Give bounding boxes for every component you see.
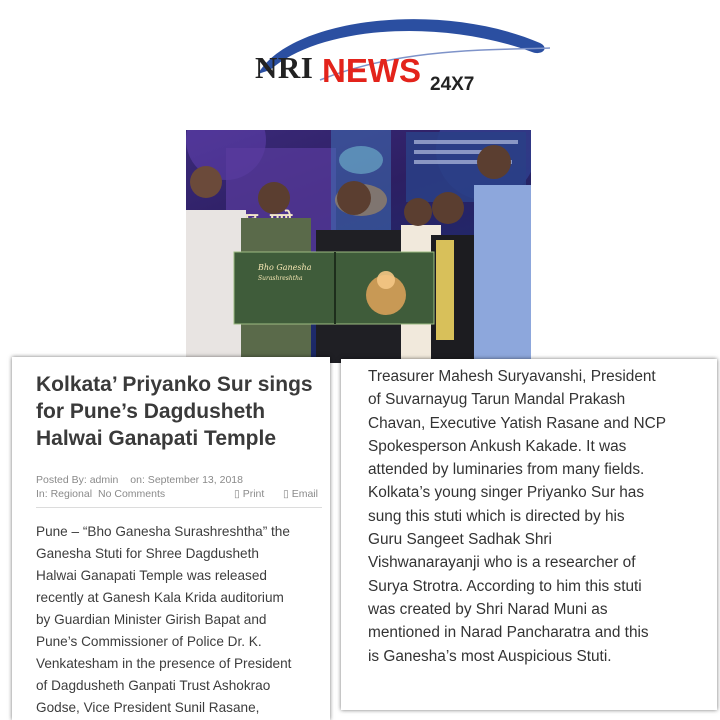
body-line: Halwai Ganapati Temple was released (36, 568, 267, 583)
headline-line: for Pune’s Dagdusheth (36, 400, 266, 423)
headline-line: Kolkata’ Priyanko Sur sings (36, 373, 313, 396)
print-link[interactable] (234, 487, 264, 501)
article-body-left (36, 521, 328, 719)
email-label: Email (291, 488, 318, 500)
email-link[interactable] (283, 487, 318, 501)
body-line: Pune’s Commissioner of Police Dr. K. (36, 634, 262, 649)
body-line: recently at Ganesh Kala Krida auditorium (36, 590, 284, 605)
comments-link[interactable]: No Comments (98, 488, 166, 500)
article-panel-left (12, 357, 330, 720)
body-line: Venkatesham in the presence of President (36, 656, 292, 671)
post-date: on: September 13, 2018 (130, 474, 243, 486)
article-meta (36, 473, 326, 501)
body-line: Godse, Vice President Sunil Rasane, (36, 700, 260, 715)
body-line: Guru Sangeet Sadhak Shri (368, 531, 552, 549)
print-icon: ▯ (234, 488, 240, 500)
body-line: Ganesha Stuti for Shree Dagdusheth (36, 546, 259, 561)
body-line: of Dagdusheth Ganpati Trust Ashokrao (36, 678, 271, 693)
article-panel-right (341, 359, 717, 710)
logo-nri-text: NRI (255, 50, 314, 85)
print-label: Print (242, 488, 265, 500)
body-line: was created by Shri Narad Muni as (368, 600, 608, 618)
category-link[interactable]: In: Regional (36, 488, 93, 500)
headline-line: Halwai Ganapati Temple (36, 427, 277, 450)
site-logo (250, 8, 560, 108)
logo-24x7-text: 24X7 (430, 74, 475, 95)
body-line: Vishwanarayanji who is a researcher of (368, 554, 636, 572)
body-line: Pune – “Bho Ganesha Surashreshtha” the (36, 524, 290, 539)
article-headline (36, 371, 326, 452)
body-line: Spokesperson Ankush Kakade. It was (368, 437, 627, 455)
body-line: sung this stuti which is directed by his (368, 507, 625, 525)
logo-news-text: NEWS (322, 52, 421, 89)
body-line: of Suvarnayug Tarun Mandal Prakash (368, 391, 626, 409)
booklet-title: Bho Ganesha (258, 263, 312, 272)
article-body-right (368, 365, 713, 668)
body-line: attended by luminaries from many fields. (368, 461, 645, 479)
body-line: Chavan, Executive Yatish Rasane and NCP (368, 414, 667, 432)
body-line: Surya Strotra. According to him this stuti (368, 577, 642, 595)
event-photo (186, 130, 531, 363)
body-line: by Guardian Minister Girish Bapat and (36, 612, 267, 627)
booklet-subtitle: Surashreshtha (258, 275, 303, 282)
body-line: Kolkata’s young singer Priyanko Sur has (368, 484, 645, 502)
body-line: is Ganesha’s most Auspicious Stuti. (368, 647, 612, 665)
posted-by: Posted By: admin (36, 474, 119, 486)
body-line: mentioned in Narad Pancharatra and this (368, 624, 649, 642)
email-icon: ▯ (283, 488, 289, 500)
meta-divider (36, 507, 322, 508)
body-line: Treasurer Mahesh Suryavanshi, President (368, 368, 656, 385)
